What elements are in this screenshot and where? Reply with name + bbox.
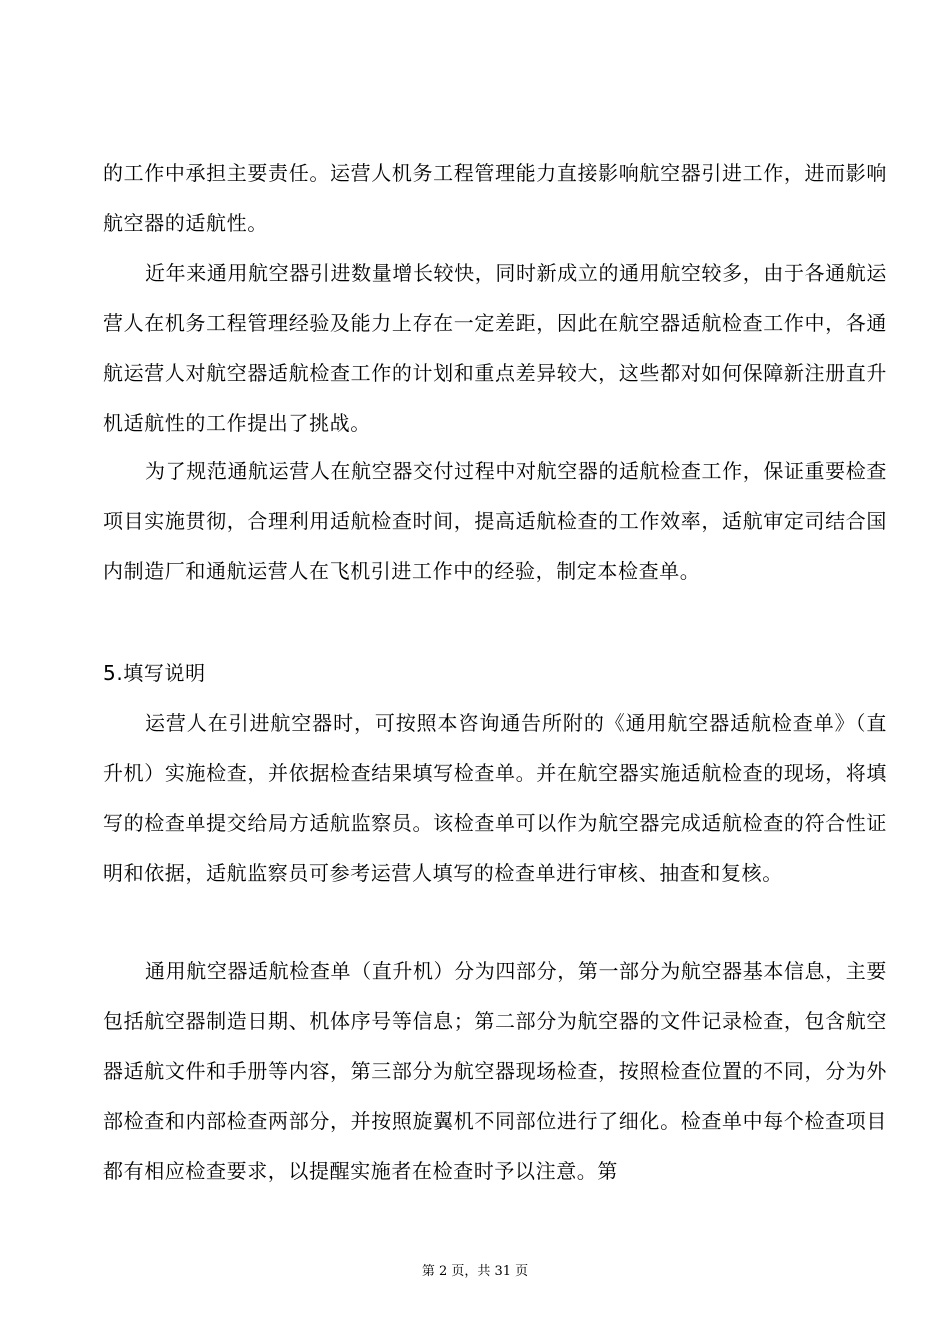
body-paragraph-purpose: 为了规范通航运营人在航空器交付过程中对航空器的适航检查工作，保证重要检查项目实施贯彻，合理利用适航检查时间，提高适航检查的工作效率，适航审定司结合国内制造厂和通航运营人在飞机引进工作中的经验，制定本检查单。 <box>103 459 887 583</box>
body-paragraph-checklist-structure: 通用航空器适航检查单（直升机）分为四部分，第一部分为航空器基本信息，主要包括航空器制造日期、机体序号等信息；第二部分为航空器的文件记录检查，包含航空器适航文件和手册等内容，第三部分为航空器现场检查，按照检查位置的不同，分为外部检查和内部检查两部分，并按照旋翼机不同部位进行了细化。检查单中每个检查项目都有相应检查要求，以提醒实施者在检查时予以注意。第 <box>103 959 887 1183</box>
page-number-footer: 第 2 页，共 31 页 <box>421 1264 529 1279</box>
section-heading-5: 5.填写说明 <box>103 661 206 685</box>
body-paragraph-background: 近年来通用航空器引进数量增长较快，同时新成立的通用航空较多，由于各通航运营人在机务工程管理经验及能力上存在一定差距，因此在航空器适航检查工作中，各通航运营人对航空器适航检查工作的计划和重点差异较大，这些都对如何保障新注册直升机适航性的工作提出了挑战。 <box>103 261 887 435</box>
body-paragraph-continuation: 的工作中承担主要责任。运营人机务工程管理能力直接影响航空器引进工作，进而影响航空器的适航性。 <box>103 161 887 235</box>
body-paragraph-instructions: 运营人在引进航空器时，可按照本咨询通告所附的《通用航空器适航检查单》（直升机）实施检查，并依据检查结果填写检查单。并在航空器实施适航检查的现场，将填写的检查单提交给局方适航监察员。该检查单可以作为航空器完成适航检查的符合性证明和依据，适航监察员可参考运营人填写的检查单进行审核、抽查和复核。 <box>103 711 887 885</box>
